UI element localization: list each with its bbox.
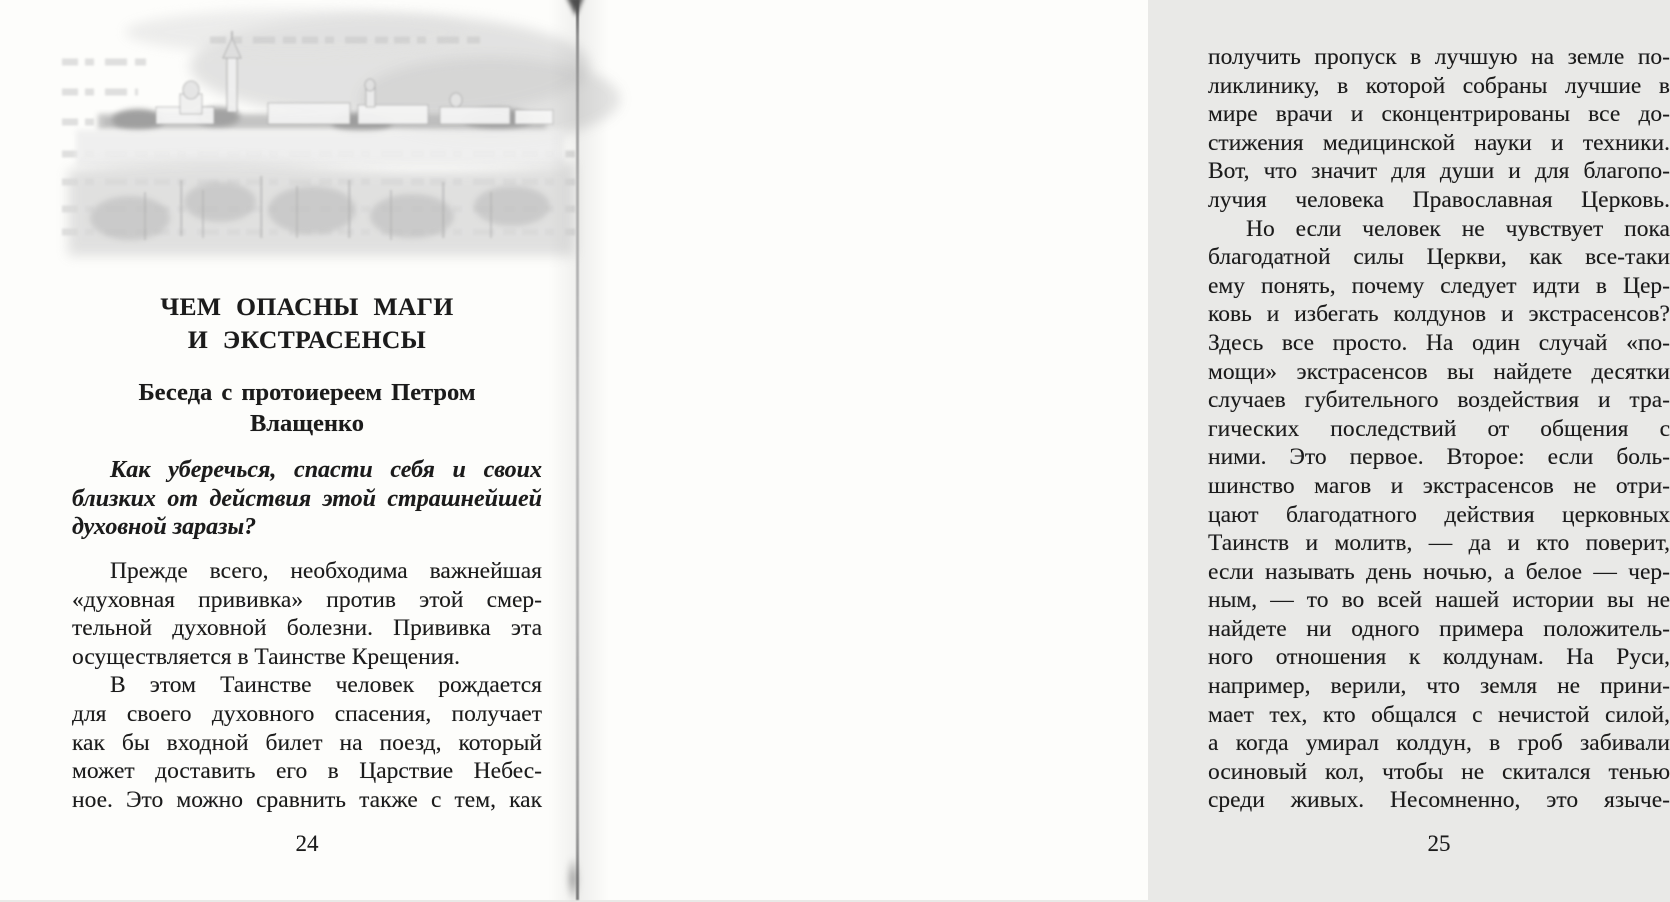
text-line: среди живых. Несомненно, это языче- [1208, 787, 1670, 814]
text-line: Прежде всего, необходима важнейшая [110, 558, 542, 584]
right-page [578, 0, 1670, 900]
left-page-curve-shadow [548, 0, 576, 900]
page-number-right: 25 [1427, 831, 1451, 856]
right-page-body-text [1208, 43, 1670, 815]
text-line: В этом Таинстве человек рождается [110, 672, 542, 699]
text-line: ным, — то во всей нашей истории вы не [1208, 587, 1670, 614]
text-line: благодатной силы Церкви, как все-таки [1208, 244, 1670, 271]
gutter-bottom-shadow [566, 856, 580, 902]
left-page-body-text [72, 557, 542, 814]
text-line: если называть день ночью, а белое — чер- [1208, 558, 1670, 585]
text-line: Влащенко [249, 410, 365, 437]
right-page-curve-shadow [579, 0, 609, 900]
monastery-illustration [60, 4, 582, 260]
text-line: близких от действия этой страшнейшей [72, 485, 542, 512]
text-line: осиновый кол, чтобы не скитался тенью [1208, 758, 1670, 785]
text-line: ного отношения к колдунам. На Руси, [1208, 644, 1670, 671]
text-line: Вот, что значит для души и для благопо- [1208, 158, 1670, 185]
text-line: Как уберечься, спасти себя и своих [110, 457, 542, 483]
left-page [0, 0, 578, 900]
text-line: И ЭКСТРАСЕНСЫ [187, 325, 427, 354]
text-line: Таинств и молитв, — да и кто поверит, [1208, 530, 1670, 557]
monastery-illustration-art [60, 4, 582, 260]
text-line: гических последствий от общения с [1208, 415, 1670, 442]
text-line: духовной заразы? [72, 514, 257, 541]
text-line: ему понять, почему следует идти в Цер- [1208, 272, 1670, 299]
gutter-top-shadow [566, 0, 584, 16]
text-line: может доставить его в Царствие Небес- [72, 758, 542, 785]
interview-question [72, 456, 542, 542]
page-number-left: 24 [295, 831, 319, 856]
text-line: как бы входной билет на поезд, который [72, 729, 542, 756]
text-line: случаев губительного воздействия и тра- [1208, 387, 1670, 414]
text-line: цают благодатного действия церковных [1208, 501, 1670, 528]
text-line: получить пропуск в лучшую на земле по- [1208, 44, 1670, 70]
text-line: ними. Это первое. Второе: если боль- [1208, 444, 1670, 471]
text-line: ЧЕМ ОПАСНЫ МАГИ [160, 292, 454, 321]
text-line: Здесь все просто. На один случай «по- [1208, 329, 1670, 356]
book-gutter [576, 0, 579, 900]
text-line: для своего духовного спасения, получает [72, 700, 542, 727]
text-line: мире врачи и сконцентрированы все до- [1208, 101, 1670, 128]
text-line: стижения медицинской науки и техники. [1208, 129, 1670, 156]
text-line: например, верили, что земля не прини- [1208, 673, 1670, 700]
text-line: шинство магов и экстрасенсов не отри- [1208, 472, 1670, 499]
chapter-title [72, 290, 542, 356]
text-line: «духовная прививка» против этой смер- [72, 586, 542, 613]
text-line: а когда умирал колдун, в гроб забивали [1208, 730, 1670, 757]
text-line: тельной духовной болезни. Прививка эта [72, 615, 542, 642]
text-line: мает тех, кто общался с нечистой силой, [1208, 701, 1670, 728]
text-line: ликлинику, в которой собраны лучшие в [1208, 72, 1670, 99]
text-line: Но если человек не чувствует пока [1246, 215, 1670, 242]
text-line: Беседа с протоиереем Петром [138, 379, 476, 406]
text-line: ковь и избегать колдунов и экстрасенсов? [1208, 301, 1670, 328]
text-line: ное. Это можно сравнить также с тем, как [72, 786, 542, 813]
text-line: найдете ни одного примера положитель- [1208, 615, 1670, 642]
chapter-subtitle [72, 377, 542, 439]
text-line: мощи» экстрасенсов вы найдете десятки [1208, 358, 1670, 385]
text-line: осуществляется в Таинстве Крещения. [72, 643, 460, 670]
text-line: лучия человека Православная Церковь. [1208, 186, 1670, 213]
